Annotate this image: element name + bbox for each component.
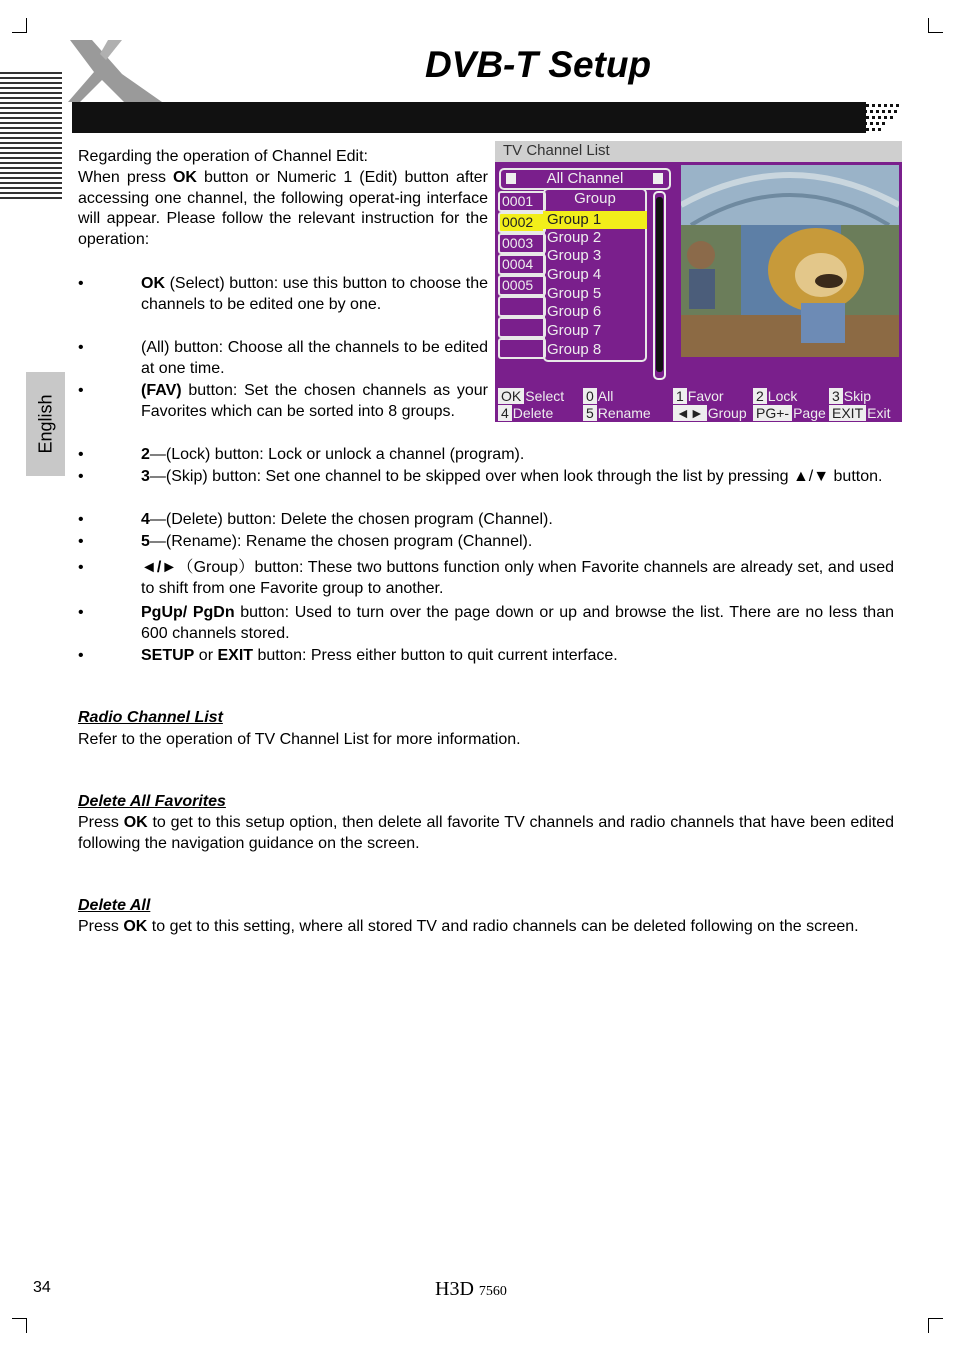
intro-line: Regarding the operation of Channel Edit:: [78, 148, 368, 165]
channel-number-empty: [498, 317, 546, 338]
list-item: • 2—(Lock) button: Lock or unlock a channel (program).: [78, 446, 525, 463]
dot-pattern-decoration: [862, 102, 904, 134]
list-item: • 5—(Rename): Rename the chosen program (Channel).: [78, 533, 533, 550]
section-text-delete-favorites: Press OK to get to this setup option, then delete all favorite TV channels and radio channels that have been edited following the navigation guidance on the screen.: [78, 814, 894, 852]
group-item-selected: Group 1: [543, 211, 647, 229]
group-item: Group 2: [547, 229, 602, 246]
legend-item: 0 All: [583, 388, 613, 404]
legend-item: OK Select: [498, 388, 564, 404]
legend-item: 3 Skip: [829, 388, 871, 404]
crop-mark-bottom-left: [12, 1318, 27, 1333]
list-item: • PgUp/ PgDn button: Used to turn over the page down or up and browse the list. There are no less than 600 channels stored.: [78, 604, 894, 642]
tv-preview-image: [681, 165, 899, 357]
section-text-radio: Refer to the operation of TV Channel List for more information.: [78, 731, 521, 748]
channel-number-empty: [498, 296, 546, 317]
language-tab: [26, 372, 65, 476]
legend-item: 2 Lock: [753, 388, 797, 404]
list-item: • (FAV) button: Set the chosen channels as your Favorites which can be sorted into 8 groups.: [78, 382, 488, 420]
scrollbar: [653, 191, 666, 380]
model-name: H3D 7560: [435, 1278, 507, 1300]
group-item: Group 3: [547, 247, 602, 264]
all-channel-bar: [499, 168, 671, 190]
page-number: 34: [33, 1279, 51, 1296]
section-heading-delete-all: Delete All: [78, 897, 151, 914]
language-tab-label: English: [35, 394, 55, 454]
group-header: Group: [574, 190, 616, 207]
group-item: Group 4: [547, 266, 602, 283]
list-item: • OK (Select) button: use this button to choose the channels to be edited one by one.: [78, 275, 488, 313]
group-item: Group 8: [547, 341, 602, 358]
screen-title: TV Channel List: [503, 142, 610, 159]
tv-channel-list-screenshot: [495, 141, 902, 422]
screen-title-bar: [495, 141, 902, 162]
legend-item: 5 Rename: [583, 405, 651, 421]
group-item: Group 5: [547, 285, 602, 302]
channel-number: 0005: [498, 275, 546, 296]
list-item: • (All) button: Choose all the channels to be edited at one time.: [78, 339, 488, 377]
crop-mark-bottom-right: [928, 1318, 943, 1333]
section-heading-delete-favorites: Delete All Favorites: [78, 793, 226, 810]
intro-paragraph: When press OK button or Numeric 1 (Edit) button after accessing one channel, the following operat-ing interface will appear. Please follow the relevant instruction for the operation:: [78, 169, 489, 249]
legend-item: 4 Delete: [498, 405, 553, 421]
legend-item: ◄► Group: [673, 405, 747, 421]
list-item: • ◄/►（Group）button: These two buttons function only when Favorite channels are already set, and used to shift from one Favorite group to another.: [78, 559, 894, 597]
legend-item: PG+- Page: [753, 405, 826, 421]
list-item: • SETUP or EXIT button: Press either button to quit current interface.: [78, 647, 618, 664]
list-item: • 3—(Skip) button: Set one channel to be skipped over when look through the list by pressing ▲/▼ button.: [78, 468, 883, 485]
list-item: • 4—(Delete) button: Delete the chosen program (Channel).: [78, 511, 553, 528]
crop-mark-top-right: [928, 18, 943, 33]
group-item: Group 6: [547, 303, 602, 320]
crop-mark-top-left: [12, 18, 27, 33]
title-bar: [72, 102, 866, 133]
channel-number: 0003: [498, 233, 546, 254]
key-legend: [495, 385, 902, 422]
side-stripe-decoration: [0, 72, 62, 202]
channel-number-selected: 0002: [498, 212, 546, 233]
arrow-right-icon: [653, 173, 663, 184]
section-heading-radio: Radio Channel List: [78, 709, 223, 726]
channel-number: 0004: [498, 254, 546, 275]
group-item: Group 7: [547, 322, 602, 339]
legend-item: EXIT Exit: [829, 405, 890, 421]
section-text-delete-all: Press OK to get to this setting, where all stored TV and radio channels can be deleted following on the screen.: [78, 918, 859, 935]
all-channel-label: All Channel: [546, 170, 624, 187]
page-title: DVB-T Setup: [424, 44, 652, 85]
channel-number-empty: [498, 338, 546, 359]
legend-item: 1 Favor: [673, 388, 724, 404]
channel-number: 0001: [498, 191, 546, 212]
